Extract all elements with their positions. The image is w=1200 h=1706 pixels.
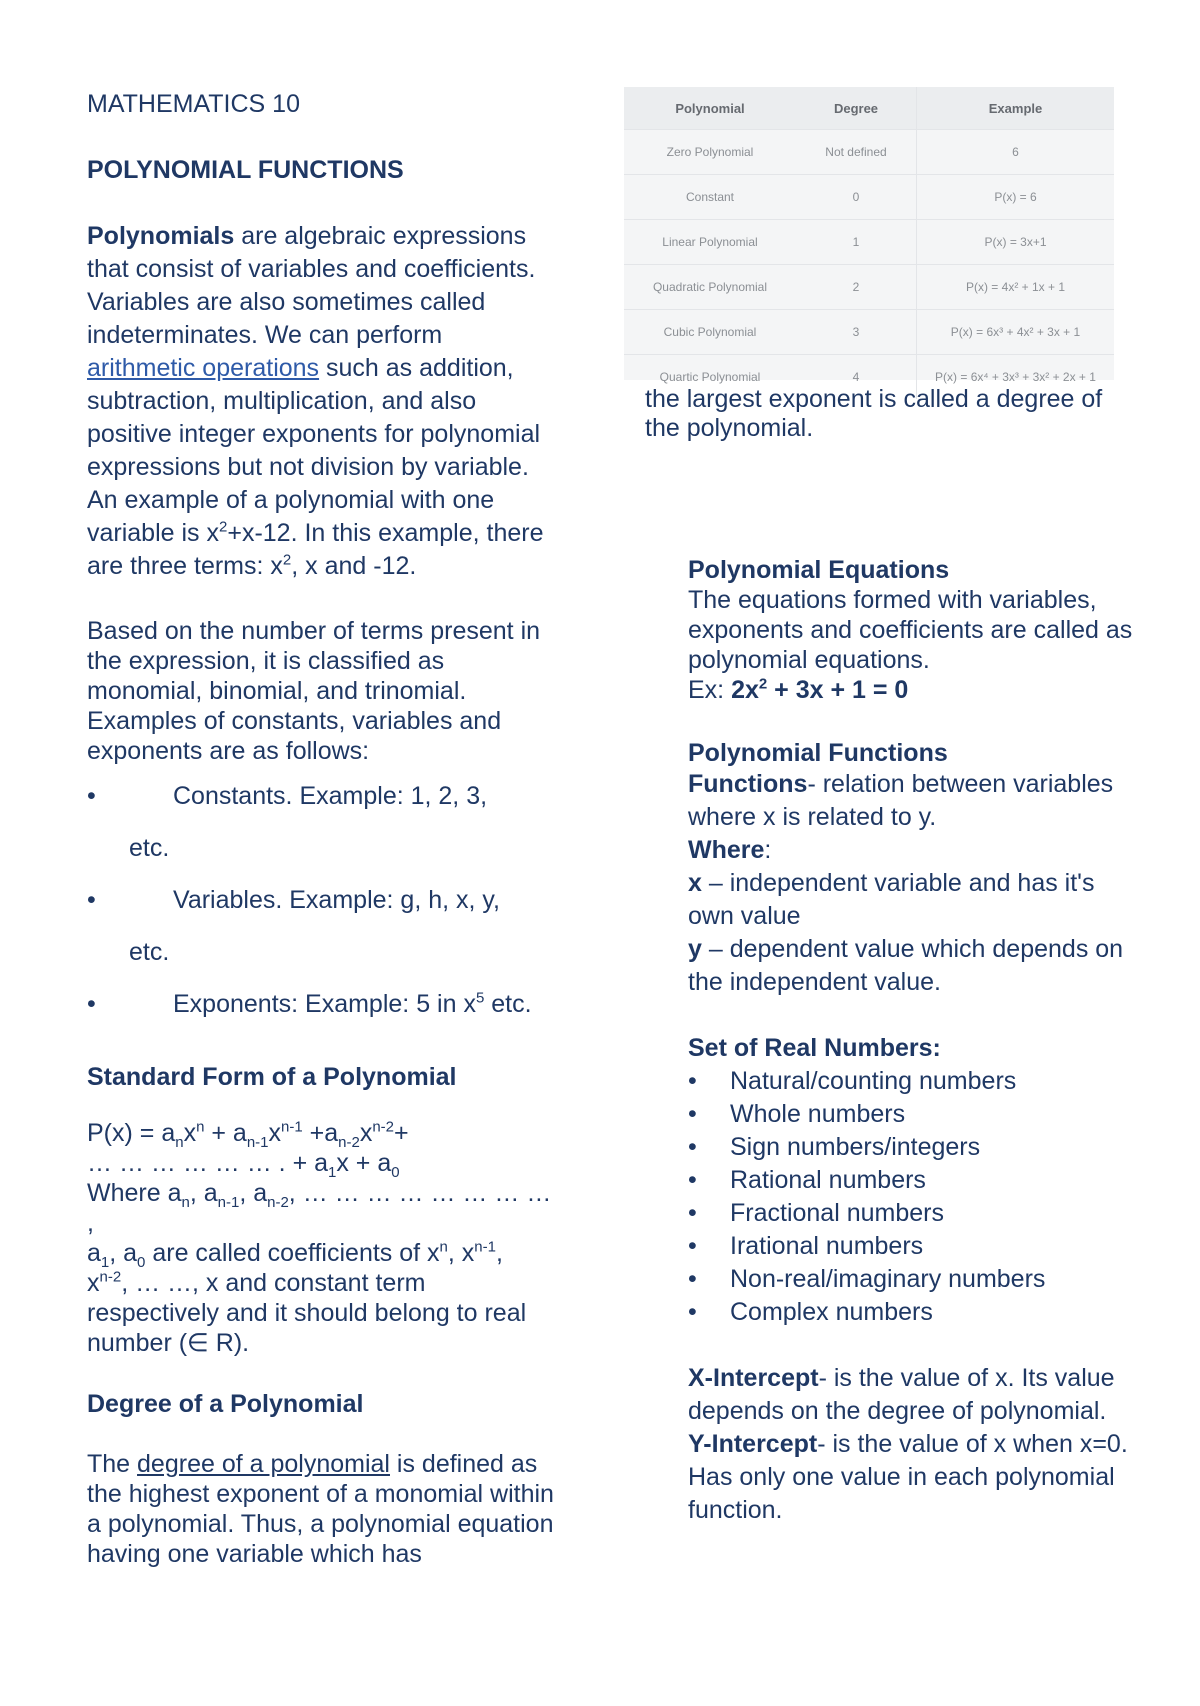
table-cell: P(x) = 4x² + 1x + 1: [917, 265, 1115, 310]
degree-of-polynomial-link[interactable]: degree of a polynomial: [137, 1450, 390, 1478]
polynomial-degree-table: [624, 87, 1114, 384]
bullet-icon: •: [688, 1166, 697, 1194]
table-cell: P(x) = 3x+1: [917, 220, 1115, 265]
table-cell: 0: [796, 175, 917, 220]
list-item: • Complex numbers: [688, 1296, 1133, 1329]
course-label: MATHEMATICS 10: [87, 90, 300, 118]
page-title: POLYNOMIAL FUNCTIONS: [87, 156, 404, 184]
list-item: • Irational numbers: [688, 1230, 1133, 1263]
column-header: Example: [917, 87, 1115, 130]
intro-paragraph: Polynomials are algebraic expressions that consist of variables and coefficients. Variables are also sometimes called indeterminates. We can perform arithmetic operations such as addition, subtraction, multiplication, and also positive integer exponents for polynomial expressions but not division by variable. An example of a polynomial with one variable is $x^2+x-12$. In this example, there are three terms: $x^2$, x and -12.: [87, 222, 544, 580]
column-header: Degree: [796, 87, 917, 130]
examples-list: [87, 780, 557, 1021]
bullet-icon: •: [688, 1133, 697, 1161]
degree-paragraph: The degree of a polynomial is defined as the highest exponent of a monomial within a polynomial. Thus, a polynomial equation having one variable which has: [87, 1450, 554, 1568]
table-cell: 4: [796, 355, 917, 400]
list-item: • Exponents: Example: 5 in $x^5$ etc.: [87, 988, 557, 1021]
bullet-icon: •: [688, 1199, 697, 1227]
list-item: • Sign numbers/integers: [688, 1131, 1133, 1164]
x-definition: x – independent variable and has it's own value: [688, 869, 1095, 930]
real-numbers-list: [688, 1065, 1133, 1329]
table-row: [624, 220, 1114, 265]
bullet-icon: •: [87, 990, 96, 1018]
real-numbers-heading: Set of Real Numbers:: [688, 1034, 941, 1062]
list-item: • Constants. Example: 1, 2, 3, etc.: [87, 782, 488, 862]
table-header-row: [624, 87, 1114, 130]
list-item: • Variables. Example: g, h, x, y, etc.: [87, 886, 500, 966]
bullet-icon: •: [87, 886, 96, 914]
table-cell: P(x) = 6: [917, 175, 1115, 220]
equations-text: The equations formed with variables, exponents and coefficients are called as polynomial equations.: [688, 586, 1133, 674]
table-cell: Zero Polynomial: [624, 130, 796, 175]
bullet-icon: •: [688, 1298, 697, 1326]
y-intercept-definition: Y-Intercept- is the value of x when x=0. Has only one value in each polynomial function.: [688, 1430, 1128, 1524]
column-header: Polynomial: [624, 87, 796, 130]
table-row: [624, 265, 1114, 310]
bullet-icon: •: [688, 1100, 697, 1128]
x-intercept-definition: X-Intercept- is the value of x. Its value depends on the degree of polynomial.: [688, 1364, 1115, 1425]
bullet-icon: •: [688, 1265, 697, 1293]
standard-form-heading: Standard Form of a Polynomial: [87, 1063, 457, 1091]
list-item: • Non-real/imaginary numbers: [688, 1263, 1133, 1296]
list-item: • Whole numbers: [688, 1098, 1133, 1131]
degree-heading: Degree of a Polynomial: [87, 1390, 364, 1418]
table-cell: Quadratic Polynomial: [624, 265, 796, 310]
degree-table: [624, 87, 1114, 399]
table-cell: 6: [917, 130, 1115, 175]
table-cell: 1: [796, 220, 917, 265]
table-cell: Not defined: [796, 130, 917, 175]
list-item: • Rational numbers: [688, 1164, 1133, 1197]
table-cell: 2: [796, 265, 917, 310]
table-row: [624, 130, 1114, 175]
bullet-icon: •: [87, 782, 96, 810]
left-column: [87, 88, 557, 1569]
where-label: Where:: [688, 836, 772, 864]
table-cell: P(x) = 6x³ + 4x² + 3x + 1: [917, 310, 1115, 355]
functions-heading: Polynomial Functions: [688, 739, 948, 767]
right-column: [688, 555, 1133, 1527]
classification-paragraph: Based on the number of terms present in the expression, it is classified as monomial, binomial, and trinomial. Examples of constants, variables and exponents are as follows:: [87, 617, 541, 765]
table-cell: Constant: [624, 175, 796, 220]
bullet-icon: •: [688, 1232, 697, 1260]
table-row: [624, 175, 1114, 220]
equations-heading: Polynomial Equations: [688, 556, 950, 584]
standard-form-formula: $P(x) = a_nx^n + a_{n-1}x^{n-1} +a_{n-2}x^{n-2}+$ … … … … … … . + $a_1x + a_0$ Where $a_n$, $a_{n-1}$, $a_{n-2}$, … … … … … … … … , $a_1$, $a_0$ are called coefficients of $x^n$, $x^{n-1}$, $x^{n-2}$, … …, x and constant term respectively and it should belong to real number (∈ R).: [87, 1118, 552, 1357]
y-definition: y – dependent value which depends on the independent value.: [688, 935, 1124, 996]
equation-example: Ex: $2x^2 + 3x + 1 = 0$: [688, 675, 909, 704]
table-cell: 3: [796, 310, 917, 355]
table-cell: Quartic Polynomial: [624, 355, 796, 400]
table-caption: the largest exponent is called a degree of the polynomial.: [645, 385, 1103, 442]
table-cell: P(x) = 6x⁴ + 3x³ + 3x² + 2x + 1: [917, 355, 1115, 400]
bullet-icon: •: [688, 1067, 697, 1095]
table-cell: Cubic Polynomial: [624, 310, 796, 355]
list-item: • Natural/counting numbers: [688, 1065, 1133, 1098]
table-row: [624, 310, 1114, 355]
arithmetic-operations-link[interactable]: arithmetic operations: [87, 354, 320, 382]
list-item: • Fractional numbers: [688, 1197, 1133, 1230]
functions-definition: Functions- relation between variables where x is related to y.: [688, 770, 1114, 831]
table-cell: Linear Polynomial: [624, 220, 796, 265]
